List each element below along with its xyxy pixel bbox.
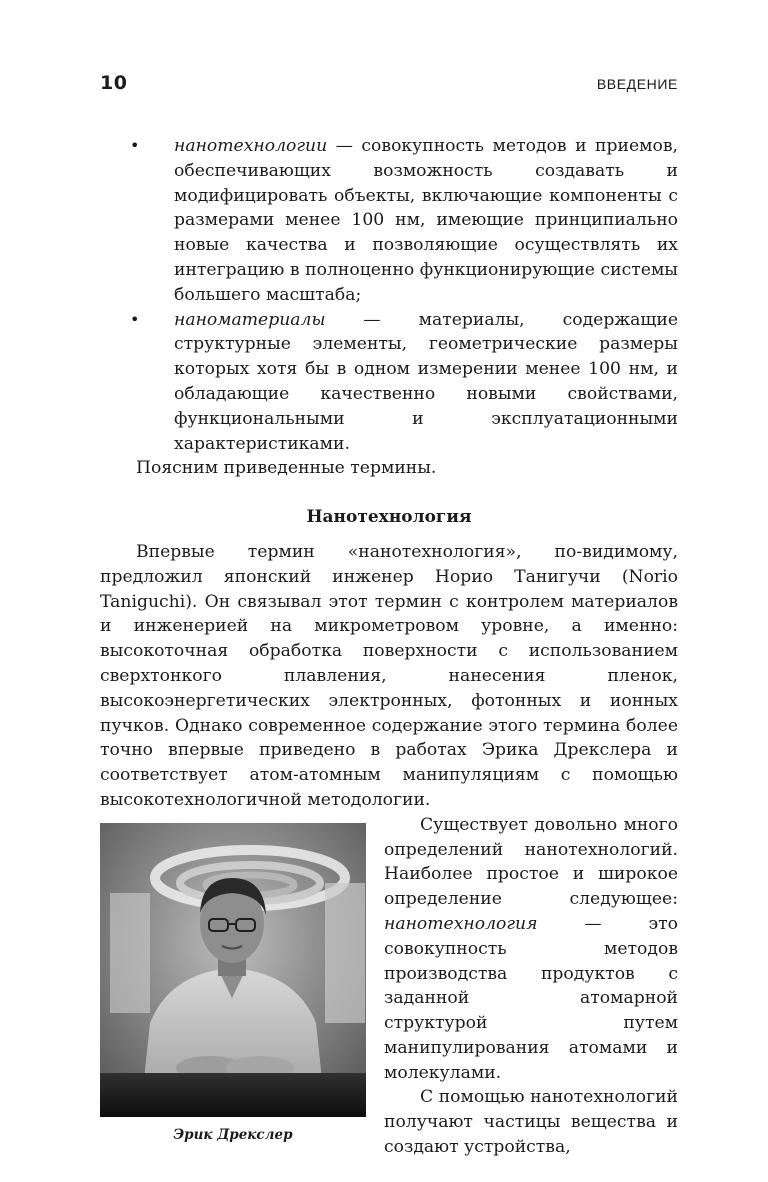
definitions-list [100,134,678,456]
section-title: Нанотехнология [306,507,472,528]
paragraph-2-start: Существует довольно много определений нанотехнологий. Наиболее простое и широкое определение следующее: [384,814,678,910]
list-item [100,308,678,457]
intro-line: Поясним приведенные термины. [136,458,437,479]
figure [100,823,366,1148]
page-body [100,134,678,1160]
table-surface [100,1073,366,1117]
figure-caption: Эрик Дрекслер [173,1126,293,1143]
definition-text: — совокупность методов и приемов, обеспечивающих возможность создавать и модифицировать объекты, включающие компоненты с размерами менее 100 нм, имеющие принципиально новые качества и позволяющие осуществлять их интеграцию в полноценно функционирующие системы большего масштаба; [174,136,678,305]
paragraph-3: С помощью нанотехнологий получают частицы вещества и создают устройства, [384,1087,678,1158]
paragraph-2-end: — это совокупность методов производства продуктов с заданной атомарной структурой путем манипулирования атомами и молекулами. [384,913,678,1083]
paragraph-2-term: нанотехнология [384,913,538,934]
bullet-icon: • [130,309,140,329]
figure-wrap [100,813,678,1160]
definition-term: наноматериалы [174,309,326,330]
definition-text: — материалы, содержащие структурные элементы, геометрические размеры которых хотя бы в одном измерении менее 100 нм, и обладающие качественно новыми свойствами, функциональными и эксплуатационными характеристиками. [174,309,678,454]
page-number: 10 [100,72,128,94]
bullet-icon: • [130,136,140,155]
definition-term: нанотехнологии [174,136,328,156]
paragraph-1: Впервые термин «нанотехнология», по-видимому, предложил японский инженер Норио Танигучи (Norio Taniguchi). Он связывал этот термин с контролем материалов и инженерией на микрометровом уровне, а именно: высокоточная обработка поверхности с использованием сверхтонкого плавления, нанесения пленок, высокоэнергетических электронных, фотонных и ионных пучков. Однако современное содержание этого термина более точно впервые приведено в работах Эрика Дрекслера и соответствует атом-атомным манипуляциям с помощью высокотехнологичной методологии. [100,541,678,810]
list-item [100,134,678,308]
portrait-photo [100,823,366,1117]
page-header [100,72,678,98]
running-head: ВВЕДЕНИЕ [596,76,678,92]
